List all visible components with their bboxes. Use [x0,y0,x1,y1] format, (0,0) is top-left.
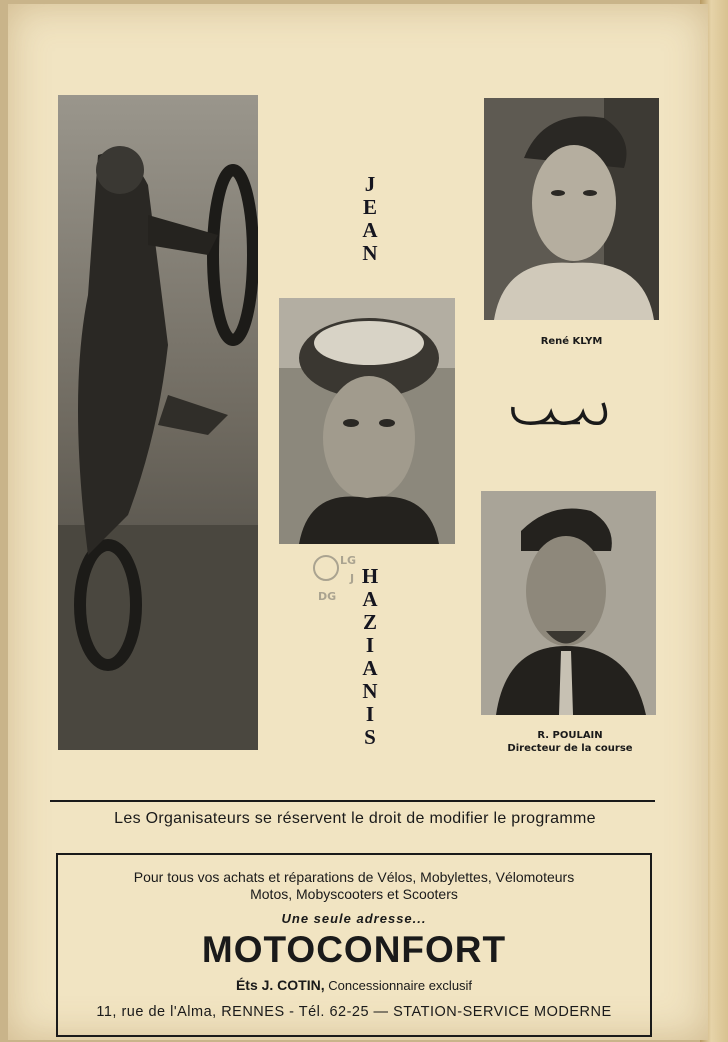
letter: N [362,241,378,265]
klym-portrait-photo [484,98,659,320]
separator-rule [50,800,655,802]
advert-address: 11, rue de l'Alma, RENNES - Tél. 62-25 — STATION-SERVICE MODERNE [96,1004,612,1020]
advert-line-1: Pour tous vos achats et réparations de Vélos, Mobylettes, Vélomoteurs [133,869,575,885]
letter: J [364,172,376,196]
vertical-first-name [355,173,385,265]
vertical-last-name [355,565,385,749]
svg-text:DG: DG [318,590,337,603]
advert-brand: MOTOCONFORT [201,929,507,970]
organizers-notice: Les Organisateurs se réservent le droit de modifier le programme [114,810,596,827]
svg-text:LG: LG [340,554,357,567]
ornament-flourish [505,395,610,435]
advert-box [56,853,652,1037]
dealer-role: Concessionnaire exclusif [328,978,473,993]
letter: S [364,725,376,749]
advert-line-2: Motos, Mobyscooters et Scooters [250,886,458,902]
letter: H [361,564,379,588]
letter: I [365,702,375,726]
letter: A [362,218,378,242]
svg-text:J: J [350,572,355,585]
advert-dealer [58,977,650,993]
letter: A [362,656,378,680]
advert-tagline: Une seule adresse... [281,911,427,926]
poulain-caption-role: Directeur de la course [507,743,633,754]
letter: I [365,633,375,657]
letter: N [362,679,378,703]
dealer-name: Éts J. COTIN, [235,977,325,993]
letter: Z [362,610,377,634]
letter: A [362,587,378,611]
poulain-caption-name: R. POULAIN [537,730,603,741]
letter: E [362,195,377,219]
klym-caption: René KLYM [540,336,603,347]
rider-portrait-photo [279,298,455,544]
poulain-portrait-photo [481,491,656,715]
motorcycle-photo [58,95,258,750]
